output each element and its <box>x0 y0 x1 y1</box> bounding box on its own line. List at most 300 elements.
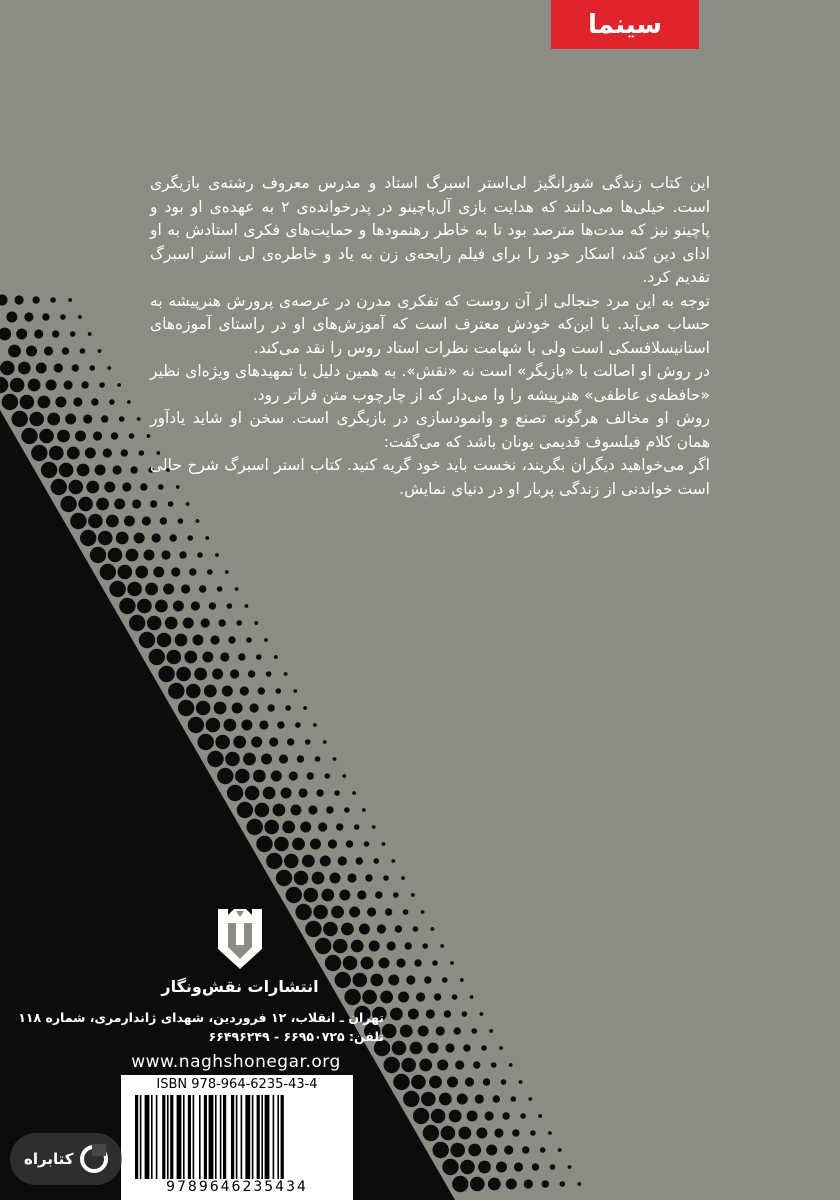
halftone-dot <box>245 786 260 801</box>
halftone-dot <box>145 583 158 596</box>
halftone-dot <box>75 431 86 442</box>
halftone-dot <box>266 853 282 869</box>
halftone-dot <box>286 887 302 903</box>
halftone-dot <box>225 570 229 574</box>
halftone-dot <box>304 888 319 903</box>
halftone-dot <box>393 1074 409 1090</box>
halftone-dot <box>91 398 98 405</box>
halftone-dot <box>134 533 145 544</box>
halftone-dot <box>459 1127 472 1140</box>
halftone-dot <box>38 396 51 409</box>
halftone-dot <box>70 331 76 337</box>
halftone-dot <box>263 787 276 800</box>
halftone-dot <box>454 1027 461 1034</box>
halftone-dot <box>119 416 125 422</box>
barcode-bars <box>135 1095 339 1179</box>
halftone-dot <box>442 977 448 983</box>
halftone-dot <box>139 632 155 648</box>
halftone-dot <box>410 1042 423 1055</box>
halftone-dot <box>428 1043 439 1054</box>
halftone-dot <box>117 383 121 387</box>
halftone-dot <box>542 1180 549 1187</box>
blurb-paragraph-3: در روش او اصالت با «بازیگر» است نه «نقش». به همین دلیل با تمهیدهای ویژه‌ای نظیر «حافظه‌ی عاطفی» هنرپیشه را وا می‌دار که از چارچوب متن فراتر رود. <box>150 362 710 404</box>
halftone-dot <box>485 1111 494 1120</box>
halftone-dot <box>403 1091 419 1107</box>
halftone-dot <box>24 312 33 321</box>
halftone-dot <box>422 943 428 949</box>
halftone-dot <box>499 1046 503 1050</box>
halftone-dot <box>406 975 415 984</box>
halftone-dot <box>400 1025 413 1038</box>
halftone-dot <box>90 547 106 563</box>
halftone-dot <box>398 992 409 1003</box>
halftone-dot <box>478 1161 491 1174</box>
halftone-dot <box>494 1128 503 1137</box>
blurb-paragraph-5: اگر می‌خواهید دیگران بگریند، نخست باید خود گریه کنید. کتاب استر اسبرگ شرح حالی است خواندنی از زندگی پربار او در دنیای نمایش. <box>150 456 710 498</box>
halftone-dot <box>441 1126 456 1141</box>
halftone-dot <box>457 1094 468 1105</box>
halftone-dot <box>137 599 152 614</box>
halftone-dot <box>396 958 405 967</box>
barcode-bar <box>223 1095 226 1179</box>
halftone-dot <box>222 686 233 697</box>
halftone-dot <box>121 449 128 456</box>
halftone-dot <box>276 688 282 694</box>
halftone-dot <box>196 519 200 523</box>
halftone-dot <box>68 298 72 302</box>
halftone-dot <box>281 788 292 799</box>
halftone-dot <box>114 499 125 510</box>
halftone-dot <box>284 672 288 676</box>
halftone-dot <box>0 295 8 306</box>
halftone-dot <box>287 738 294 745</box>
halftone-dot <box>254 621 258 625</box>
halftone-dot <box>300 822 311 833</box>
halftone-dot <box>46 380 57 391</box>
halftone-dot <box>297 755 304 762</box>
publisher-block <box>18 905 390 1044</box>
barcode-bar <box>215 1095 217 1179</box>
halftone-dot <box>237 802 253 818</box>
halftone-dot <box>85 448 96 459</box>
halftone-dot <box>336 823 343 830</box>
halftone-dot <box>511 1096 517 1102</box>
halftone-dot <box>512 1129 519 1136</box>
halftone-dot <box>289 771 298 780</box>
halftone-dot <box>28 379 41 392</box>
halftone-dot <box>308 805 317 814</box>
halftone-dot <box>227 603 233 609</box>
halftone-dot <box>168 501 174 507</box>
halftone-dot <box>186 684 201 699</box>
halftone-dot <box>550 1164 556 1170</box>
halftone-dot <box>0 377 8 393</box>
halftone-dot <box>175 634 188 647</box>
halftone-dot <box>401 876 405 880</box>
halftone-dot <box>104 482 115 493</box>
halftone-dot <box>476 1128 487 1139</box>
halftone-dot <box>236 620 242 626</box>
barcode-bar <box>220 1095 222 1179</box>
halftone-dot <box>209 602 216 609</box>
halftone-dot <box>124 516 135 527</box>
halftone-dot <box>88 332 92 336</box>
halftone-dot <box>69 480 84 495</box>
halftone-dot <box>147 616 162 631</box>
halftone-dot <box>217 586 223 592</box>
halftone-dot <box>251 737 262 748</box>
halftone-dot <box>8 345 21 358</box>
category-tag: سینما <box>551 0 699 49</box>
halftone-dot <box>506 1179 517 1190</box>
halftone-dot <box>187 535 193 541</box>
halftone-dot <box>50 297 56 303</box>
halftone-dot <box>142 516 151 525</box>
halftone-dot <box>132 499 141 508</box>
ketabrah-watermark <box>10 1133 122 1185</box>
halftone-dot <box>455 1060 464 1069</box>
barcode-bar <box>199 1095 201 1179</box>
halftone-dot <box>426 1009 435 1018</box>
halftone-dot <box>318 822 327 831</box>
halftone-dot <box>47 413 60 426</box>
halftone-dot <box>486 1145 497 1156</box>
halftone-dot <box>225 752 240 767</box>
halftone-dot <box>282 821 295 834</box>
halftone-dot <box>338 856 347 865</box>
halftone-dot <box>274 837 289 852</box>
halftone-dot <box>171 567 180 576</box>
halftone-dot <box>401 1058 416 1073</box>
back-cover-blurb <box>150 172 710 501</box>
halftone-dot <box>167 650 182 665</box>
halftone-dot <box>354 824 360 830</box>
halftone-dot <box>334 790 340 796</box>
barcode-bar <box>257 1095 260 1179</box>
halftone-dot <box>122 482 131 491</box>
halftone-dot <box>108 548 123 563</box>
halftone-dot <box>273 804 286 817</box>
halftone-dot <box>243 753 256 766</box>
halftone-dot <box>346 840 353 847</box>
halftone-dot <box>465 1077 474 1086</box>
halftone-dot <box>163 584 174 595</box>
halftone-dot <box>256 654 262 660</box>
halftone-dot <box>524 1179 533 1188</box>
blurb-paragraph-2: توجه به این مرد جنجالی از آن روست که تفکری مدرن در عرصه‌ی پرورش هنرپیشه به حساب می‌آید. با این‌که خودش معترف است که آموزش‌های او در راستای آموزه‌های استانیسلافسکی است ولی با شهامت نظرات استاد روس را نقد می‌کند. <box>150 291 710 357</box>
halftone-dot <box>471 1028 477 1034</box>
halftone-dot <box>39 429 54 444</box>
halftone-dot <box>421 910 425 914</box>
halftone-dot <box>528 1097 532 1101</box>
halftone-dot <box>201 618 210 627</box>
halftone-dot <box>473 1061 480 1068</box>
barcode-bar <box>277 1095 279 1179</box>
halftone-dot <box>186 502 190 506</box>
halftone-dot <box>437 1060 448 1071</box>
halftone-dot <box>34 329 43 338</box>
halftone-dot <box>493 1095 500 1102</box>
halftone-dot <box>65 414 76 425</box>
halftone-dot <box>0 361 15 376</box>
halftone-dot <box>107 366 111 370</box>
barcode-bar <box>145 1095 150 1179</box>
halftone-dot <box>307 772 314 779</box>
halftone-dot <box>178 518 184 524</box>
halftone-dot <box>170 534 177 541</box>
halftone-dot <box>96 498 109 511</box>
halftone-dot <box>29 412 44 427</box>
isbn-barcode <box>121 1075 353 1200</box>
barcode-bar <box>151 1095 153 1179</box>
barcode-bar <box>204 1095 207 1179</box>
halftone-dot <box>6 312 17 323</box>
halftone-dot <box>176 667 191 682</box>
halftone-dot <box>140 483 147 490</box>
halftone-dot <box>152 533 161 542</box>
halftone-dot <box>439 1093 452 1106</box>
halftone-dot <box>111 432 118 439</box>
halftone-dot <box>509 1063 513 1067</box>
halftone-dot <box>64 380 73 389</box>
halftone-dot <box>246 637 252 643</box>
halftone-dot <box>305 739 311 745</box>
halftone-dot <box>181 584 190 593</box>
halftone-dot <box>191 601 200 610</box>
halftone-dot <box>405 942 412 949</box>
halftone-dot <box>452 1176 468 1192</box>
halftone-dot <box>364 841 370 847</box>
barcode-bar <box>162 1095 165 1179</box>
halftone-dot <box>81 381 88 388</box>
halftone-dot <box>238 653 245 660</box>
blurb-paragraph-4: روش او مخالف هرگونه تصنع و وانمودسازی در بازیگری است. سخن او شاید یادآور همان کلام فیلسوف قدیمی یونان باشد که می‌گفت: <box>150 409 710 451</box>
halftone-dot <box>2 394 18 410</box>
halftone-dot <box>224 719 237 732</box>
halftone-dot <box>560 1181 566 1187</box>
halftone-dot <box>20 395 35 410</box>
barcode-bar <box>135 1095 138 1179</box>
halftone-dot <box>232 703 243 714</box>
halftone-dot <box>395 925 402 932</box>
halftone-dot <box>436 1026 445 1035</box>
halftone-dot <box>78 315 82 319</box>
barcode-bar <box>261 1095 263 1179</box>
halftone-dot <box>253 770 266 783</box>
halftone-dot <box>261 754 272 765</box>
halftone-dot <box>205 536 209 540</box>
halftone-dot <box>390 1008 403 1021</box>
halftone-dot <box>277 721 284 728</box>
halftone-dot <box>375 891 382 898</box>
barcode-bar <box>140 1095 142 1179</box>
barcode-bar <box>167 1095 169 1179</box>
halftone-dot <box>206 718 221 733</box>
halftone-dot <box>95 465 106 476</box>
halftone-dot <box>44 346 53 355</box>
halftone-dot <box>303 706 307 710</box>
halftone-dot <box>431 1109 446 1124</box>
halftone-dot <box>194 668 207 681</box>
halftone-dot <box>10 378 25 393</box>
halftone-dot <box>196 701 211 716</box>
halftone-dot <box>323 740 327 744</box>
barcode-bar <box>231 1095 234 1179</box>
halftone-dot <box>42 313 49 320</box>
halftone-dot <box>284 854 299 869</box>
halftone-dot <box>26 346 37 357</box>
halftone-dot <box>504 1145 513 1154</box>
halftone-dot <box>250 703 259 712</box>
halftone-dot <box>264 820 279 835</box>
halftone-dot <box>292 838 305 851</box>
halftone-dot <box>468 1144 481 1157</box>
halftone-dot <box>279 754 288 763</box>
halftone-dot <box>80 530 96 546</box>
halftone-dot <box>548 1131 552 1135</box>
halftone-dot <box>126 549 139 562</box>
halftone-dot <box>330 873 341 884</box>
halftone-dot <box>54 363 63 372</box>
halftone-dot <box>129 615 145 631</box>
barcode-bar <box>170 1095 173 1179</box>
halftone-dot <box>109 399 115 405</box>
halftone-dot <box>149 649 165 665</box>
barcode-bar <box>236 1095 238 1179</box>
halftone-dot <box>374 858 380 864</box>
halftone-dot <box>113 465 122 474</box>
barcode-bar <box>245 1095 250 1179</box>
halftone-dot <box>247 819 263 835</box>
halftone-dot <box>333 757 337 761</box>
halftone-dot <box>31 445 47 461</box>
halftone-dot <box>139 450 145 456</box>
halftone-dot <box>392 1041 407 1056</box>
halftone-dot <box>264 638 268 642</box>
halftone-dot <box>99 382 105 388</box>
halftone-dot <box>173 601 184 612</box>
halftone-dot <box>220 652 229 661</box>
halftone-dot <box>460 1160 475 1175</box>
halftone-dot <box>431 927 435 931</box>
halftone-dot <box>403 909 409 915</box>
barcode-bar <box>177 1095 182 1179</box>
publisher-logo-icon <box>214 905 266 971</box>
halftone-dot <box>488 1178 501 1191</box>
halftone-dot <box>540 1147 546 1153</box>
halftone-dot <box>447 1077 458 1088</box>
halftone-dot <box>266 671 272 677</box>
halftone-dot <box>429 1076 442 1089</box>
halftone-dot <box>421 1092 436 1107</box>
halftone-dot <box>100 564 116 580</box>
halftone-dot <box>530 1130 536 1136</box>
halftone-dot <box>423 1125 439 1141</box>
halftone-dot <box>293 689 297 693</box>
halftone-dot <box>90 365 96 371</box>
barcode-bar <box>252 1095 254 1179</box>
barcode-bar <box>273 1095 275 1179</box>
barcode-bar <box>188 1095 191 1179</box>
barcode-bar <box>281 1095 284 1179</box>
halftone-dot <box>118 565 133 580</box>
halftone-dot <box>514 1162 523 1171</box>
halftone-dot <box>127 400 131 404</box>
halftone-dot <box>127 582 142 597</box>
halftone-dot <box>165 617 178 630</box>
halftone-dot <box>310 839 321 850</box>
publisher-phone: تلفن: ۶۶۹۵۰۷۲۵ - ۶۶۴۹۶۲۴۹ <box>208 1029 384 1044</box>
halftone-dot <box>62 347 69 354</box>
halftone-dot <box>372 825 376 829</box>
halftone-dot <box>129 433 135 439</box>
halftone-dot <box>325 773 331 779</box>
halftone-dot <box>49 446 64 461</box>
halftone-dot <box>106 515 119 528</box>
halftone-dot <box>116 532 129 545</box>
halftone-dot <box>414 959 421 966</box>
halftone-dot <box>413 1108 429 1124</box>
halftone-dot <box>577 1182 581 1186</box>
halftone-dot <box>294 871 309 886</box>
barcode-digits: 9789646235434 <box>166 1179 308 1195</box>
halftone-dot <box>179 551 186 558</box>
halftone-dot <box>215 735 230 750</box>
halftone-dot <box>93 431 102 440</box>
watermark-text: کتابراه <box>24 1150 74 1168</box>
halftone-dot <box>522 1146 529 1153</box>
halftone-dot <box>188 717 204 733</box>
halftone-dot <box>83 414 92 423</box>
halftone-dot <box>416 992 425 1001</box>
halftone-dot <box>72 364 79 371</box>
halftone-dot <box>365 874 372 881</box>
halftone-dot <box>328 839 337 848</box>
barcode-bar <box>209 1095 214 1179</box>
halftone-dot <box>313 723 317 727</box>
halftone-dot <box>538 1114 542 1118</box>
halftone-dot <box>326 806 333 813</box>
halftone-dot <box>119 598 135 614</box>
barcode-bar <box>156 1095 158 1179</box>
halftone-dot <box>320 856 331 867</box>
halftone-dot <box>73 397 82 406</box>
halftone-dot <box>271 771 282 782</box>
halftone-dot <box>189 568 196 575</box>
halftone-dot <box>60 314 66 320</box>
halftone-dot <box>558 1148 562 1152</box>
halftone-dot <box>267 704 274 711</box>
halftone-dot <box>312 872 325 885</box>
halftone-dot <box>137 417 141 421</box>
halftone-dot <box>276 870 292 886</box>
halftone-dot <box>178 700 194 716</box>
halftone-dot <box>502 1112 509 1119</box>
halftone-dot <box>568 1165 572 1169</box>
halftone-dot <box>207 569 213 575</box>
halftone-dot <box>432 960 438 966</box>
halftone-dot <box>302 855 315 868</box>
halftone-dot <box>15 295 24 304</box>
halftone-dot <box>411 893 415 897</box>
halftone-dot <box>135 566 148 579</box>
halftone-dot <box>342 774 346 778</box>
halftone-dot <box>463 1044 470 1051</box>
halftone-dot <box>316 789 323 796</box>
halftone-dot <box>419 1059 432 1072</box>
halftone-dot <box>480 1012 484 1016</box>
halftone-dot <box>470 1177 485 1192</box>
